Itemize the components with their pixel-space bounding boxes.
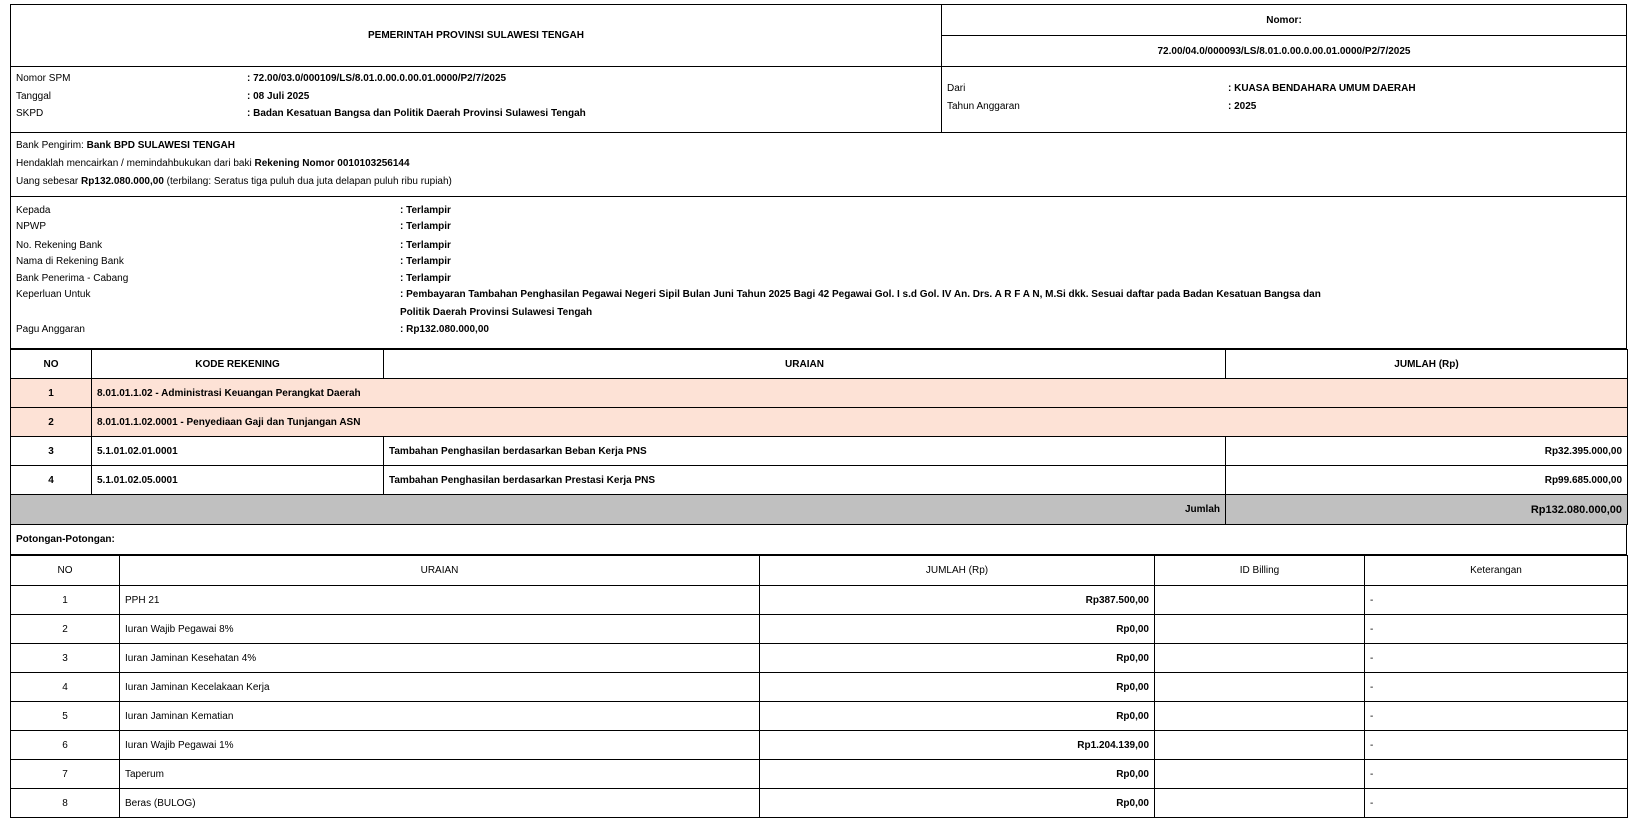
nomor-spm-value: : 72.00/03.0/000109/LS/8.01.0.00.0.00.01.0000/P2/7/2025 <box>247 73 507 84</box>
bank-penerima-label: Bank Penerima - Cabang <box>16 273 129 284</box>
table-row <box>11 408 1628 437</box>
skpd-label: SKPD <box>16 108 44 119</box>
row-keterangan: - <box>1365 673 1628 702</box>
table-row <box>11 466 1628 495</box>
sp2d-document <box>10 4 1627 817</box>
keperluan-label: Keperluan Untuk <box>16 289 91 300</box>
row-keterangan: - <box>1365 760 1628 789</box>
bank-pengirim-value: Bank BPD SULAWESI TENGAH <box>86 140 235 151</box>
row-no: 1 <box>11 586 120 615</box>
dari-value: : KUASA BENDAHARA UMUM DAERAH <box>1228 83 1416 94</box>
nomor-label: Nomor: <box>942 5 1626 36</box>
row-no: 8 <box>11 789 120 818</box>
row-keterangan: - <box>1365 731 1628 760</box>
row-id-billing <box>1155 702 1365 731</box>
row-id-billing <box>1155 731 1365 760</box>
row-jumlah: Rp0,00 <box>760 760 1155 789</box>
rincian-table <box>10 349 1628 525</box>
row-jumlah: Rp0,00 <box>760 644 1155 673</box>
row-jumlah: Rp1.204.139,00 <box>760 731 1155 760</box>
skpd-value: : Badan Kesatuan Bangsa dan Politik Daerah Provinsi Sulawesi Tengah <box>247 108 586 119</box>
table-row <box>11 615 1628 644</box>
row-keterangan: - <box>1365 789 1628 818</box>
pagu-label: Pagu Anggaran <box>16 324 85 335</box>
col-id-billing: ID Billing <box>1155 556 1365 586</box>
uang-line <box>16 175 452 189</box>
penerima-info <box>10 197 1627 349</box>
keperluan-value-line2: Politik Daerah Provinsi Sulawesi Tengah <box>400 307 593 318</box>
row-no: 5 <box>11 702 120 731</box>
row-id-billing <box>1155 789 1365 818</box>
col-jumlah: JUMLAH (Rp) <box>1226 350 1628 379</box>
col-no: NO <box>11 556 120 586</box>
table-row <box>11 644 1628 673</box>
row-id-billing <box>1155 644 1365 673</box>
table-row <box>11 760 1628 789</box>
row-kode: 8.01.01.1.02.0001 - Penyediaan Gaji dan Tunjangan ASN <box>92 408 1628 437</box>
row-keterangan: - <box>1365 586 1628 615</box>
row-uraian: Iuran Jaminan Kematian <box>120 702 760 731</box>
table-row <box>11 702 1628 731</box>
row-no: 6 <box>11 731 120 760</box>
rekening-value: Rekening Nomor 0010103256144 <box>254 158 410 169</box>
row-no: 4 <box>11 466 92 495</box>
row-uraian: Iuran Wajib Pegawai 1% <box>120 731 760 760</box>
row-keterangan: - <box>1365 615 1628 644</box>
row-kode: 8.01.01.1.02 - Administrasi Keuangan Perangkat Daerah <box>92 379 1628 408</box>
row-jumlah: Rp0,00 <box>760 673 1155 702</box>
bank-penerima-value: : Terlampir <box>400 273 451 284</box>
row-uraian: Tambahan Penghasilan berdasarkan Prestasi Kerja PNS <box>384 466 1226 495</box>
spm-info-right <box>942 67 1626 132</box>
nomor-spm-label: Nomor SPM <box>16 73 71 84</box>
row-no: 7 <box>11 760 120 789</box>
uang-value: Rp132.080.000,00 <box>81 176 164 187</box>
spm-info-left <box>11 67 942 132</box>
row-keterangan: - <box>1365 644 1628 673</box>
bank-pengirim-line <box>16 139 235 153</box>
nomor-value: 72.00/04.0/000093/LS/8.01.0.00.0.00.01.0000/P2/7/2025 <box>1157 45 1411 57</box>
row-no: 3 <box>11 644 120 673</box>
row-jumlah: Rp0,00 <box>760 615 1155 644</box>
npwp-value: : Terlampir <box>400 221 451 232</box>
tanggal-label: Tanggal <box>16 91 52 102</box>
table-row <box>11 731 1628 760</box>
uang-label: Uang sebesar <box>16 176 82 187</box>
row-id-billing <box>1155 673 1365 702</box>
instruksi-line <box>16 157 410 171</box>
dari-label: Dari <box>947 83 966 94</box>
nama-rekening-value: : Terlampir <box>400 256 451 267</box>
row-keterangan: - <box>1365 702 1628 731</box>
row-uraian: Beras (BULOG) <box>120 789 760 818</box>
government-title: PEMERINTAH PROVINSI SULAWESI TENGAH <box>11 5 942 66</box>
terbilang-text: (terbilang: Seratus tiga puluh dua juta delapan puluh ribu rupiah) <box>163 176 452 187</box>
row-uraian: Taperum <box>120 760 760 789</box>
document-number-box <box>942 5 1626 66</box>
row-jumlah: Rp387.500,00 <box>760 586 1155 615</box>
spm-info <box>10 67 1627 133</box>
table-row <box>11 789 1628 818</box>
row-no: 2 <box>11 615 120 644</box>
pagu-value: : Rp132.080.000,00 <box>400 324 489 335</box>
no-rekening-label: No. Rekening Bank <box>16 240 103 251</box>
col-uraian: URAIAN <box>384 350 1226 379</box>
potongan-table <box>10 555 1628 818</box>
kepada-value: : Terlampir <box>400 205 451 216</box>
row-uraian: Iuran Jaminan Kesehatan 4% <box>120 644 760 673</box>
tahun-anggaran-value: : 2025 <box>1228 101 1257 112</box>
col-uraian: URAIAN <box>120 556 760 586</box>
bank-info <box>10 133 1627 197</box>
row-uraian: Iuran Wajib Pegawai 8% <box>120 615 760 644</box>
potongan-header-row <box>11 556 1628 586</box>
table-row <box>11 673 1628 702</box>
row-jumlah: Rp0,00 <box>760 702 1155 731</box>
row-id-billing <box>1155 760 1365 789</box>
bank-pengirim-label: Bank Pengirim: <box>16 140 87 151</box>
col-kode-rekening: KODE REKENING <box>92 350 384 379</box>
tanggal-value: : 08 Juli 2025 <box>247 91 310 102</box>
row-uraian: Tambahan Penghasilan berdasarkan Beban Kerja PNS <box>384 437 1226 466</box>
row-id-billing <box>1155 615 1365 644</box>
nama-rekening-label: Nama di Rekening Bank <box>16 256 124 267</box>
row-uraian: Iuran Jaminan Kecelakaan Kerja <box>120 673 760 702</box>
col-no: NO <box>11 350 92 379</box>
table-row <box>11 379 1628 408</box>
table-row <box>11 586 1628 615</box>
col-keterangan: Keterangan <box>1365 556 1628 586</box>
table-row <box>11 437 1628 466</box>
row-jumlah: Rp0,00 <box>760 789 1155 818</box>
instruksi-text: Hendaklah mencairkan / memindahbukukan dari baki <box>16 158 255 169</box>
row-no: 1 <box>11 379 92 408</box>
keperluan-value-line1: : Pembayaran Tambahan Penghasilan Pegawai Negeri Sipil Bulan Juni Tahun 2025 Bagi 42 Pegawai Gol. I s.d Gol. IV An. Drs. A R F A N, M.Si dkk. Sesuai daftar pada Badan Kesatuan Bangsa dan <box>400 289 1321 300</box>
total-label: Jumlah <box>11 495 1226 525</box>
total-row <box>11 495 1628 525</box>
col-jumlah: JUMLAH (Rp) <box>760 556 1155 586</box>
row-jumlah: Rp99.685.000,00 <box>1226 466 1628 495</box>
row-no: 3 <box>11 437 92 466</box>
tahun-anggaran-label: Tahun Anggaran <box>947 101 1020 112</box>
row-no: 2 <box>11 408 92 437</box>
npwp-label: NPWP <box>16 221 46 232</box>
document-header <box>10 5 1627 67</box>
rincian-header-row <box>11 350 1628 379</box>
row-uraian: PPH 21 <box>120 586 760 615</box>
row-kode: 5.1.01.02.05.0001 <box>92 466 384 495</box>
total-value: Rp132.080.000,00 <box>1226 495 1628 525</box>
row-jumlah: Rp32.395.000,00 <box>1226 437 1628 466</box>
row-id-billing <box>1155 586 1365 615</box>
row-kode: 5.1.01.02.01.0001 <box>92 437 384 466</box>
potongan-title: Potongan-Potongan: <box>10 525 1627 555</box>
no-rekening-value: : Terlampir <box>400 240 451 251</box>
kepada-label: Kepada <box>16 205 51 216</box>
row-no: 4 <box>11 673 120 702</box>
